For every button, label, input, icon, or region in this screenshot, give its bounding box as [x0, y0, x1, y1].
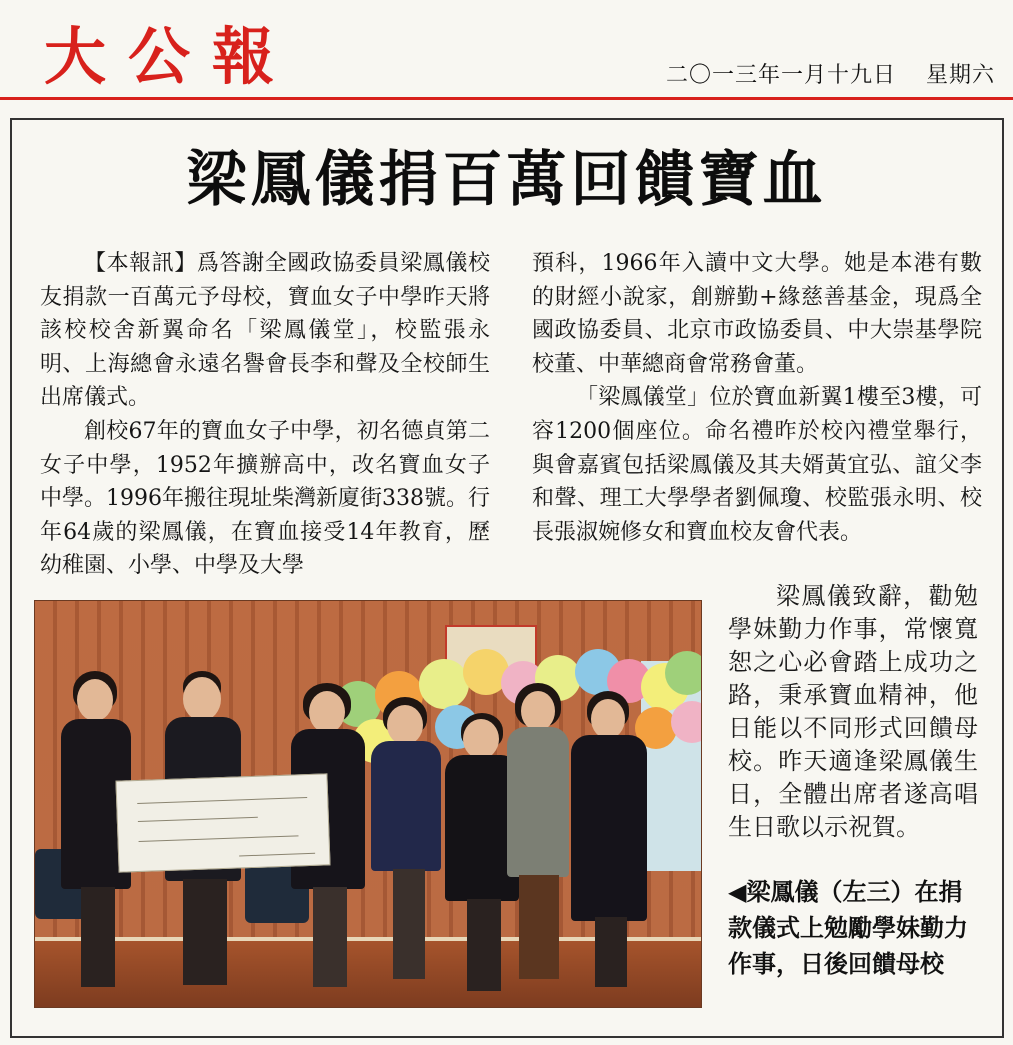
- article-column-left: [40, 247, 490, 583]
- person-body: [371, 741, 441, 871]
- issue-date: 二〇一三年一月十九日: [665, 63, 896, 88]
- person-legs: [393, 869, 425, 979]
- person-legs: [81, 887, 115, 987]
- person-head: [521, 691, 555, 731]
- issue-weekday: 星期六: [925, 63, 995, 88]
- person-head: [463, 719, 499, 759]
- donation-cheque: [115, 773, 330, 872]
- paragraph-5: 梁鳳儀致辭，勸勉學妹勤力作事，常懷寬恕之心必會踏上成功之路，秉承寶血精神，他日能以不同形式回饋母校。昨天適逢梁鳳儀生日，全體出席者遂高唱生日歌以示祝賀。: [728, 582, 978, 841]
- person-head: [387, 705, 423, 745]
- article-side-column: [728, 580, 978, 844]
- cheque-line: [139, 835, 299, 842]
- person-head: [183, 677, 221, 721]
- person-legs: [519, 875, 559, 979]
- newspaper-logo: 大公報: [44, 20, 297, 93]
- paragraph-1: 【本報訊】爲答謝全國政協委員梁鳳儀校友捐款一百萬元予母校，寶血女子中學昨天將該校校舍新翼命名「梁鳳儀堂」，校監張永明、上海總會永遠名譽會長李和聲及全校師生出席儀式。: [40, 251, 490, 411]
- person-legs: [595, 917, 627, 987]
- person-legs: [313, 887, 347, 987]
- person-legs: [467, 899, 501, 991]
- balloon: [419, 659, 469, 709]
- masthead: [0, 0, 1013, 100]
- paragraph-4: 「梁鳳儀堂」位於寶血新翼1樓至3樓，可容1200個座位。命名禮昨於校內禮堂舉行，與會嘉賓包括梁鳳儀及其夫婿黃宜弘、誼父李和聲、理工大學學者劉佩瓊、校監張永明、校長張淑婉修女和寶血校友會代表。: [532, 385, 982, 545]
- article-headline: 梁鳳儀捐百萬回饋寶血: [186, 145, 827, 215]
- person-head: [591, 699, 625, 739]
- masthead-rule: [0, 97, 1013, 100]
- photo-caption: ◀梁鳳儀（左三）在捐款儀式上勉勵學妹勤力作事，日後回饋母校: [728, 878, 968, 978]
- cheque-line: [239, 853, 315, 857]
- person-head: [77, 679, 113, 721]
- person-body: [571, 735, 647, 921]
- paragraph-3: 預科，1966年入讀中文大學。她是本港有數的財經小說家，創辦勤+緣慈善基金，現爲全國政協委員、北京市政協委員、中大崇基學院校董、中華總商會常務會董。: [532, 251, 982, 377]
- article-column-right: [532, 247, 982, 549]
- person-body: [507, 727, 569, 877]
- dateline: [666, 58, 995, 89]
- person-head: [309, 691, 345, 733]
- ceremony-photo: [34, 600, 702, 1008]
- cheque-line: [137, 797, 307, 804]
- person-legs: [183, 879, 227, 985]
- cheque-line: [138, 817, 258, 822]
- paragraph-2: 創校67年的寶血女子中學，初名德貞第二女子中學，1952年擴辦高中，改名寶血女子中學。1996年搬往現址柴灣新廈街338號。行年64歲的梁鳳儀，在寶血接受14年教育，歷幼稚園、小學、中學及大學: [40, 418, 490, 579]
- balloon: [665, 651, 702, 695]
